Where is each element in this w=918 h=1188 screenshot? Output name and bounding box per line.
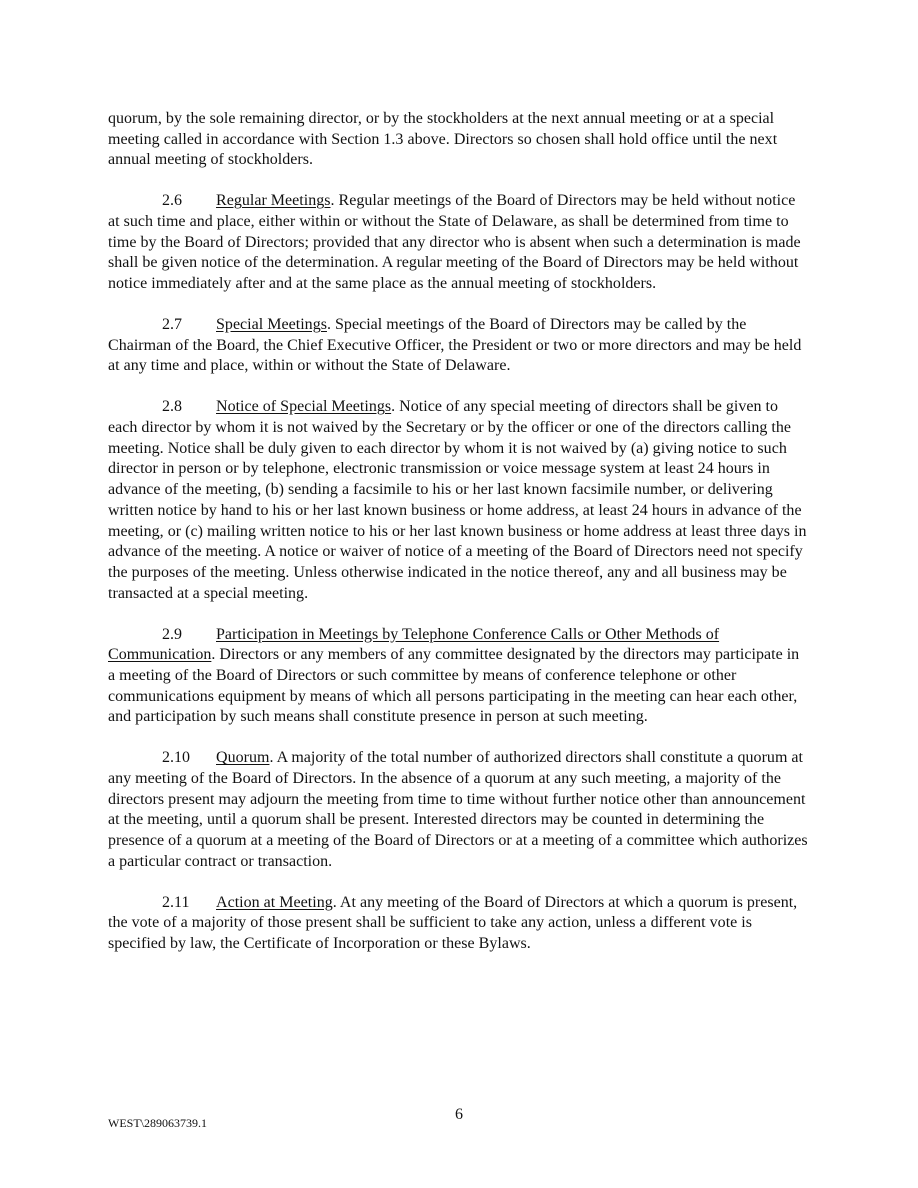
paragraph-section-2-9 xyxy=(108,625,810,729)
paragraph-section-2-8 xyxy=(108,397,810,604)
page-number: 6 xyxy=(455,1106,463,1123)
paragraph-section-2-10 xyxy=(108,748,810,872)
paragraph-body: . Notice of any special meeting of directors shall be given to each director by whom it is not waived by the Secretary or by the officer or one of the directors calling the meeting. Notice shall be duly given to each director by whom it is not waived by (a) giving notice to such director in person or by telephone, electronic transmission or voice message system at least 24 hours in advance of the meeting, (b) sending a facsimile to his or her last known facsimile number, or delivering written notice by hand to his or her last known business or home address, at least 24 hours in advance of the meeting, or (c) mailing written notice to his or her last known business or home address at least three days in advance of the meeting. A notice or waiver of notice of a meeting of the Board of Directors need not specify the purposes of the meeting. Unless otherwise indicated in the notice thereof, any and all business may be transacted at a special meeting. xyxy=(108,398,807,602)
paragraph-body: quorum, by the sole remaining director, or by the stockholders at the next annual meeting or at a special meeting called in accordance with Section 1.3 above. Directors so chosen shall hold office until the next annual meeting of stockholders. xyxy=(108,110,778,169)
paragraph-body: . A majority of the total number of authorized directors shall constitute a quorum at any meeting of the Board of Directors. In the absence of a quorum at any such meeting, a majority of the directors present may adjourn the meeting from time to time without further notice other than announcement at the meeting, until a quorum shall be present. Interested directors may be counted in determining the presence of a quorum at a meeting of the Board of Directors or at a meeting of a committee which authorizes a particular contract or transaction. xyxy=(108,749,808,870)
document-page xyxy=(108,109,810,975)
section-number: 2.11 xyxy=(162,893,190,911)
section-heading: Participation in Meetings by Telephone Conference Calls or Other Methods of Communication xyxy=(108,625,720,664)
section-number: 2.8 xyxy=(162,398,183,416)
document-id: WEST\289063739.1 xyxy=(108,1116,207,1130)
paragraph-body: . Directors or any members of any committee designated by the directors may participate in a meeting of the Board of Directors or such committee by means of conference telephone or other communications equipment by means of which all persons participating in the meeting can hear each other, and participation by such means shall constitute presence in person at such meeting. xyxy=(108,646,800,726)
section-heading: Notice of Special Meetings xyxy=(216,398,392,416)
paragraph-body: . At any meeting of the Board of Directors at which a quorum is present, the vote of a majority of those present shall be sufficient to take any action, unless a different vote is specified by law, the Certificate of Incorporation or these Bylaws. xyxy=(108,893,798,953)
section-number: 2.7 xyxy=(162,316,183,333)
section-heading: Quorum xyxy=(216,749,270,767)
paragraph-body: . Special meetings of the Board of Directors may be called by the Chairman of the Board, the Chief Executive Officer, the President or two or more directors and may be held at any time and place, within or without the State of Delaware. xyxy=(108,316,802,375)
section-number: 2.10 xyxy=(162,749,191,767)
section-number: 2.6 xyxy=(162,192,183,210)
paragraph-continuation xyxy=(108,109,810,171)
section-heading: Action at Meeting xyxy=(216,893,333,911)
paragraph-section-2-11 xyxy=(108,893,810,955)
section-heading: Regular Meetings xyxy=(216,192,331,210)
paragraph-body: . Regular meetings of the Board of Directors may be held without notice at such time and place, either within or without the State of Delaware, as shall be determined from time to time by the Board of Directors; provided that any director who is absent when such a determination is made shall be given notice of the determination. A regular meeting of the Board of Directors may be held without notice immediately after and at the same place as the annual meeting of stockholders. xyxy=(108,192,801,293)
section-heading: Special Meetings xyxy=(216,316,327,333)
paragraph-section-2-6 xyxy=(108,191,810,295)
section-number: 2.9 xyxy=(162,625,183,643)
paragraph-section-2-7 xyxy=(108,315,810,377)
